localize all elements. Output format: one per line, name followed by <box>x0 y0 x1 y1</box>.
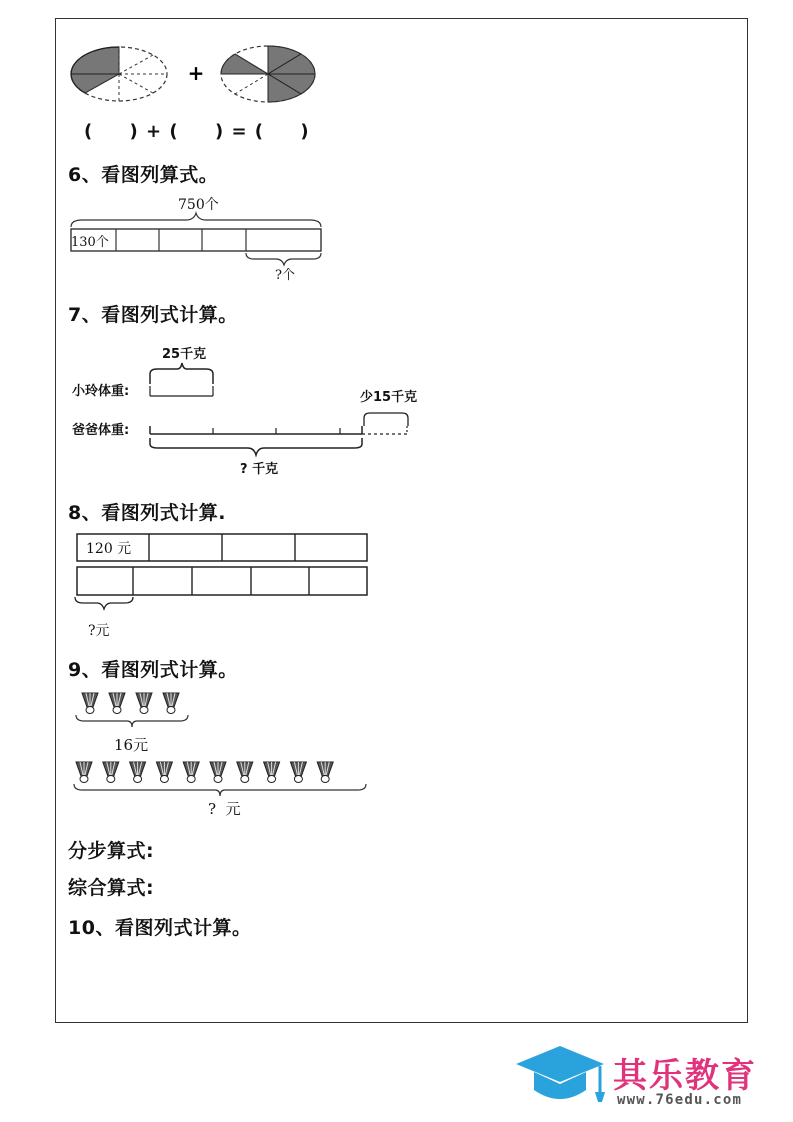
shuttlecock-icon <box>264 762 280 783</box>
q7-bottom-brace <box>150 438 362 455</box>
shuttlecock-icon <box>136 693 152 714</box>
fraction-equation: ( ) + ( ) = ( ) <box>84 121 310 142</box>
circle-two-eighths <box>221 46 315 102</box>
q8-first-cell-label: 120 元 <box>86 541 132 557</box>
shuttlecock-icon <box>109 693 125 714</box>
fraction-circles-figure <box>68 42 328 106</box>
shuttlecock-icon <box>156 762 172 783</box>
shuttlecock-icon <box>130 762 146 783</box>
q7-unknown-label: ? 千克 <box>240 462 279 477</box>
q9-brace-two <box>74 784 366 796</box>
q6-total-label: 750个 <box>178 197 219 213</box>
question-7-title: 7、看图列式计算。 <box>68 304 238 326</box>
q6-unknown-label: ?个 <box>275 268 295 283</box>
q9-stepwise-label: 分步算式: <box>68 840 155 862</box>
q6-first-cell-label: 130个 <box>71 235 109 250</box>
logo-name: 其乐教育 <box>613 1056 757 1096</box>
shuttlecock-icon <box>76 762 92 783</box>
shuttlecock-icon <box>290 762 306 783</box>
q9-brace-one <box>76 715 188 727</box>
question-8-title: 8、看图列式计算. <box>68 502 226 524</box>
shuttlecock-icon <box>237 762 253 783</box>
q9-combined-label: 综合算式: <box>68 877 155 899</box>
q7-xiaoling-weight: 25千克 <box>162 347 207 362</box>
q9-shuttlecock-group-two <box>70 758 370 802</box>
q7-line-diagram <box>140 360 420 460</box>
question-10-title: 10、看图列式计算。 <box>68 917 252 939</box>
q7-xiaoling-label: 小玲体重: <box>72 384 130 399</box>
shuttlecock-icon <box>163 693 179 714</box>
graduation-cap-icon <box>512 1042 608 1114</box>
q8-bottom-bar <box>77 567 367 595</box>
q7-baba-label: 爸爸体重: <box>72 423 130 438</box>
circle-one-eighths <box>71 47 167 101</box>
q7-xiaoling-brace <box>150 363 213 384</box>
q6-top-brace <box>71 213 321 227</box>
logo-url: www.76edu.com <box>617 1092 743 1108</box>
question-6-title: 6、看图列算式。 <box>68 164 219 186</box>
question-9-title: 9、看图列式计算。 <box>68 659 238 681</box>
plus-sign: + <box>187 61 205 85</box>
q9-shuttlecock-group-one <box>70 688 370 728</box>
shuttlecock-icon <box>82 693 98 714</box>
shuttlecock-icon <box>103 762 119 783</box>
q9-price-label: 16元 <box>114 736 149 754</box>
shuttlecock-icon <box>183 762 199 783</box>
q7-less-brace <box>364 413 408 426</box>
shuttlecock-icon <box>210 762 226 783</box>
q8-unknown-label: ?元 <box>88 623 110 639</box>
q7-less-label: 少15千克 <box>360 390 418 405</box>
q8-brace <box>75 597 133 609</box>
q9-unknown-label: ? 元 <box>208 800 241 818</box>
shuttlecock-icon <box>317 762 333 783</box>
